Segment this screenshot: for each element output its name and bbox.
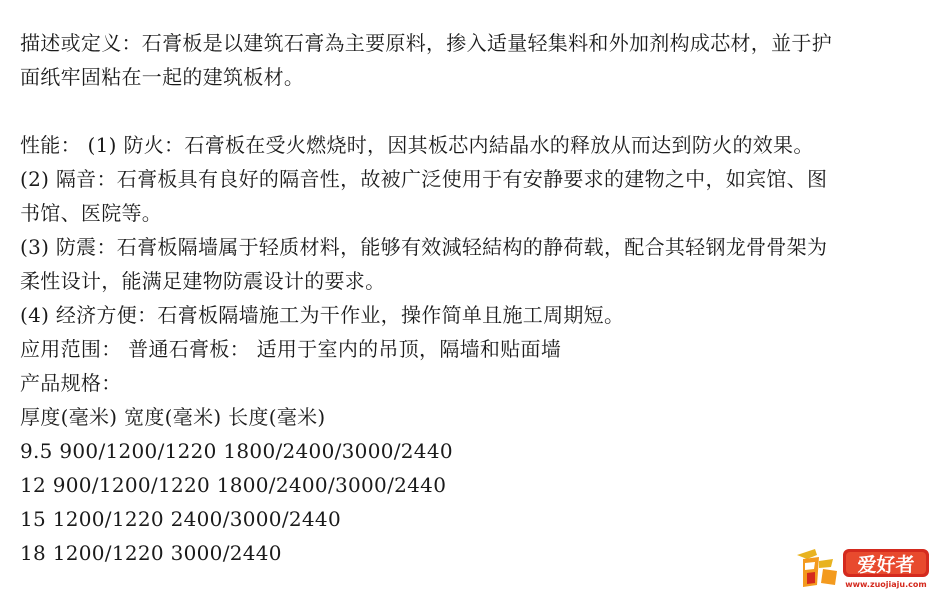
text-line-soundproof-2: 书馆、医院等。 [20,201,163,225]
text-line-spec-row-9-5: 9.5 900/1200/1220 1800/2400/3000/2440 [20,439,453,463]
text-line-quakeproof-1: (3) 防震：石膏板隔墙属于轻质材料，能够有效減轻結构的静荷载，配合其轻钢龙骨骨架为 [20,235,828,259]
text-line-definition-2: 面纸牢固粘在一起的建筑板材。 [20,65,305,89]
text-line-spec-row-15: 15 1200/1220 2400/3000/2440 [20,507,341,531]
text-line-performance-fireproof: 性能： (1) 防火：石膏板在受火燃烧时，因其板芯内結晶水的释放从而达到防火的效果。 [20,133,814,157]
watermark-logo-text: 爱好者 [857,554,915,576]
text-line-quakeproof-2: 柔性设计，能满足建物防震设计的要求。 [20,269,386,293]
text-line-spec-row-12: 12 900/1200/1220 1800/2400/3000/2440 [20,473,447,497]
text-line-application: 应用范围： 普通石膏板： 适用于室内的吊顶，隔墙和贴面墙 [20,337,562,361]
site-watermark-logo [793,543,933,591]
text-line-soundproof-1: (2) 隔音：石膏板具有良好的隔音性，故被广泛使用于有安静要求的建物之中，如宾馆、图 [20,167,828,191]
watermark-site-url: www.zuojiaju.com [845,580,927,589]
text-line-spec-heading: 产品规格： [20,371,122,395]
text-line-definition-1: 描述或定义：石膏板是以建筑石膏為主要原料，掺入适量轻集料和外加剂构成芯材，並于护 [20,31,832,55]
mascot-icon [797,549,837,587]
text-line-spec-row-18: 18 1200/1220 3000/2440 [20,541,282,565]
text-line-economy: (4) 经济方便：石膏板隔墙施工为干作业，操作简单且施工周期短。 [20,303,625,327]
watermark-logo-graphic [793,543,933,591]
text-line-spec-columns: 厚度(毫米) 宽度(毫米) 长度(毫米) [20,405,326,429]
